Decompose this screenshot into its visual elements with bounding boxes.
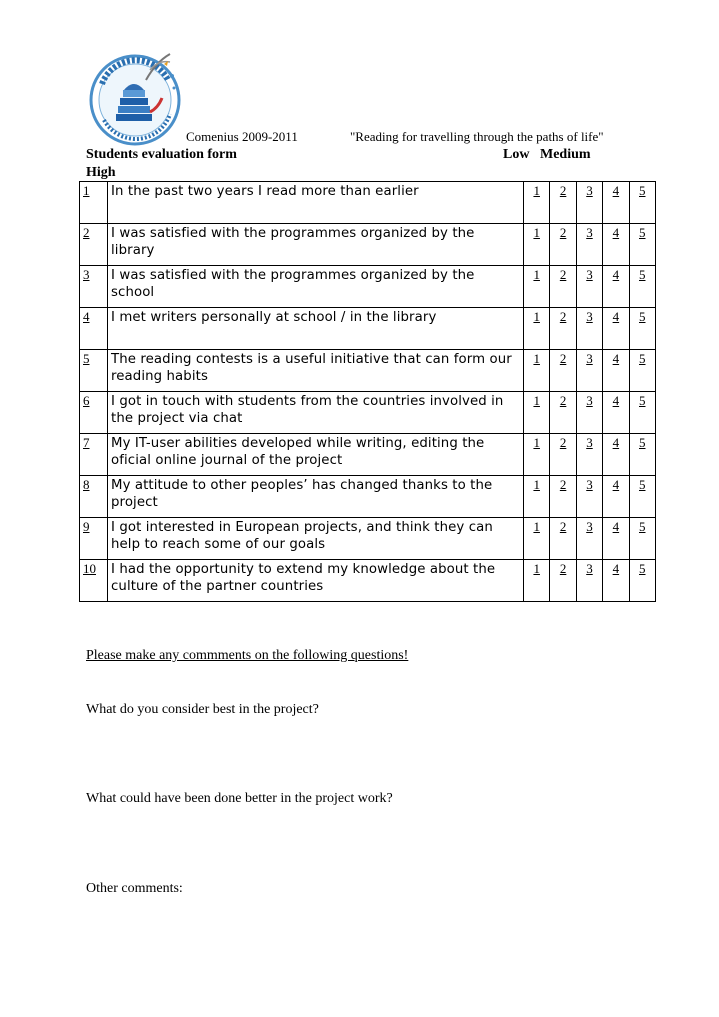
rating-option-1[interactable]: 1: [524, 308, 550, 350]
table-row: [80, 182, 656, 224]
row-number: 6: [80, 392, 108, 434]
question-best: What do you consider best in the project?: [86, 702, 319, 717]
rating-option-5[interactable]: 5: [629, 266, 655, 308]
rating-option-5[interactable]: 5: [629, 308, 655, 350]
rating-option-3[interactable]: 3: [576, 224, 602, 266]
statement-text: My attitude to other peoples’ has changed thanks to the project: [108, 476, 524, 518]
rating-option-4[interactable]: 4: [603, 266, 629, 308]
rating-option-3[interactable]: 3: [576, 518, 602, 560]
scale-low-label: Low: [503, 147, 530, 162]
rating-option-4[interactable]: 4: [603, 434, 629, 476]
question-other: Other comments:: [86, 881, 183, 896]
rating-option-2[interactable]: 2: [550, 518, 576, 560]
rating-option-3[interactable]: 3: [576, 476, 602, 518]
rating-option-1[interactable]: 1: [524, 266, 550, 308]
statement-text: I was satisfied with the programmes organized by the school: [108, 266, 524, 308]
statement-text: In the past two years I read more than earlier: [108, 182, 524, 224]
table-row: [80, 434, 656, 476]
evaluation-table: [79, 181, 656, 602]
rating-option-2[interactable]: 2: [550, 350, 576, 392]
table-row: [80, 224, 656, 266]
rating-option-1[interactable]: 1: [524, 434, 550, 476]
row-number: 3: [80, 266, 108, 308]
row-number: 8: [80, 476, 108, 518]
statement-text: I met writers personally at school / in the library: [108, 308, 524, 350]
table-row: [80, 518, 656, 560]
statement-text: The reading contests is a useful initiative that can form our reading habits: [108, 350, 524, 392]
statement-text: I got interested in European projects, and think they can help to reach some of our goals: [108, 518, 524, 560]
rating-option-2[interactable]: 2: [550, 434, 576, 476]
rating-option-2[interactable]: 2: [550, 224, 576, 266]
rating-option-3[interactable]: 3: [576, 560, 602, 602]
rating-option-4[interactable]: 4: [603, 518, 629, 560]
row-number: 7: [80, 434, 108, 476]
table-row: [80, 350, 656, 392]
rating-option-5[interactable]: 5: [629, 350, 655, 392]
rating-option-1[interactable]: 1: [524, 476, 550, 518]
rating-option-4[interactable]: 4: [603, 308, 629, 350]
table-row: [80, 560, 656, 602]
row-number: 2: [80, 224, 108, 266]
programme-label: Comenius 2009-2011: [186, 129, 298, 144]
rating-option-1[interactable]: 1: [524, 350, 550, 392]
rating-option-5[interactable]: 5: [629, 518, 655, 560]
scale-medium-label: Medium: [540, 147, 591, 162]
statement-text: I got in touch with students from the countries involved in the project via chat: [108, 392, 524, 434]
rating-option-5[interactable]: 5: [629, 392, 655, 434]
rating-option-1[interactable]: 1: [524, 560, 550, 602]
question-better: What could have been done better in the project work?: [86, 791, 393, 806]
rating-option-4[interactable]: 4: [603, 182, 629, 224]
rating-option-4[interactable]: 4: [603, 392, 629, 434]
rating-option-5[interactable]: 5: [629, 224, 655, 266]
row-number: 10: [80, 560, 108, 602]
rating-option-5[interactable]: 5: [629, 434, 655, 476]
rating-option-2[interactable]: 2: [550, 266, 576, 308]
rating-option-2[interactable]: 2: [550, 308, 576, 350]
table-row: [80, 308, 656, 350]
comenius-logo: [80, 40, 190, 155]
rating-option-4[interactable]: 4: [603, 560, 629, 602]
rating-option-2[interactable]: 2: [550, 560, 576, 602]
rating-option-4[interactable]: 4: [603, 224, 629, 266]
rating-option-2[interactable]: 2: [550, 476, 576, 518]
rating-option-2[interactable]: 2: [550, 182, 576, 224]
rating-option-3[interactable]: 3: [576, 266, 602, 308]
table-row: [80, 476, 656, 518]
row-number: 4: [80, 308, 108, 350]
rating-option-5[interactable]: 5: [629, 560, 655, 602]
rating-option-1[interactable]: 1: [524, 392, 550, 434]
rating-option-3[interactable]: 3: [576, 182, 602, 224]
rating-option-4[interactable]: 4: [603, 350, 629, 392]
rating-option-1[interactable]: 1: [524, 518, 550, 560]
rating-option-2[interactable]: 2: [550, 392, 576, 434]
rating-option-3[interactable]: 3: [576, 350, 602, 392]
comments-heading: Please make any commments on the following questions!: [86, 648, 409, 663]
statement-text: I had the opportunity to extend my knowledge about the culture of the partner countries: [108, 560, 524, 602]
rating-option-4[interactable]: 4: [603, 476, 629, 518]
project-title: "Reading for travelling through the paths of life": [350, 129, 604, 144]
row-number: 5: [80, 350, 108, 392]
row-number: 1: [80, 182, 108, 224]
table-row: [80, 266, 656, 308]
form-title: Students evaluation form: [86, 147, 237, 162]
statement-text: My IT-user abilities developed while writing, editing the oficial online journal of the project: [108, 434, 524, 476]
rating-option-3[interactable]: 3: [576, 308, 602, 350]
rating-option-5[interactable]: 5: [629, 476, 655, 518]
scale-high-label: High: [86, 165, 116, 180]
rating-option-3[interactable]: 3: [576, 434, 602, 476]
rating-option-5[interactable]: 5: [629, 182, 655, 224]
row-number: 9: [80, 518, 108, 560]
table-row: [80, 392, 656, 434]
rating-option-3[interactable]: 3: [576, 392, 602, 434]
rating-option-1[interactable]: 1: [524, 182, 550, 224]
statement-text: I was satisfied with the programmes organized by the library: [108, 224, 524, 266]
rating-option-1[interactable]: 1: [524, 224, 550, 266]
